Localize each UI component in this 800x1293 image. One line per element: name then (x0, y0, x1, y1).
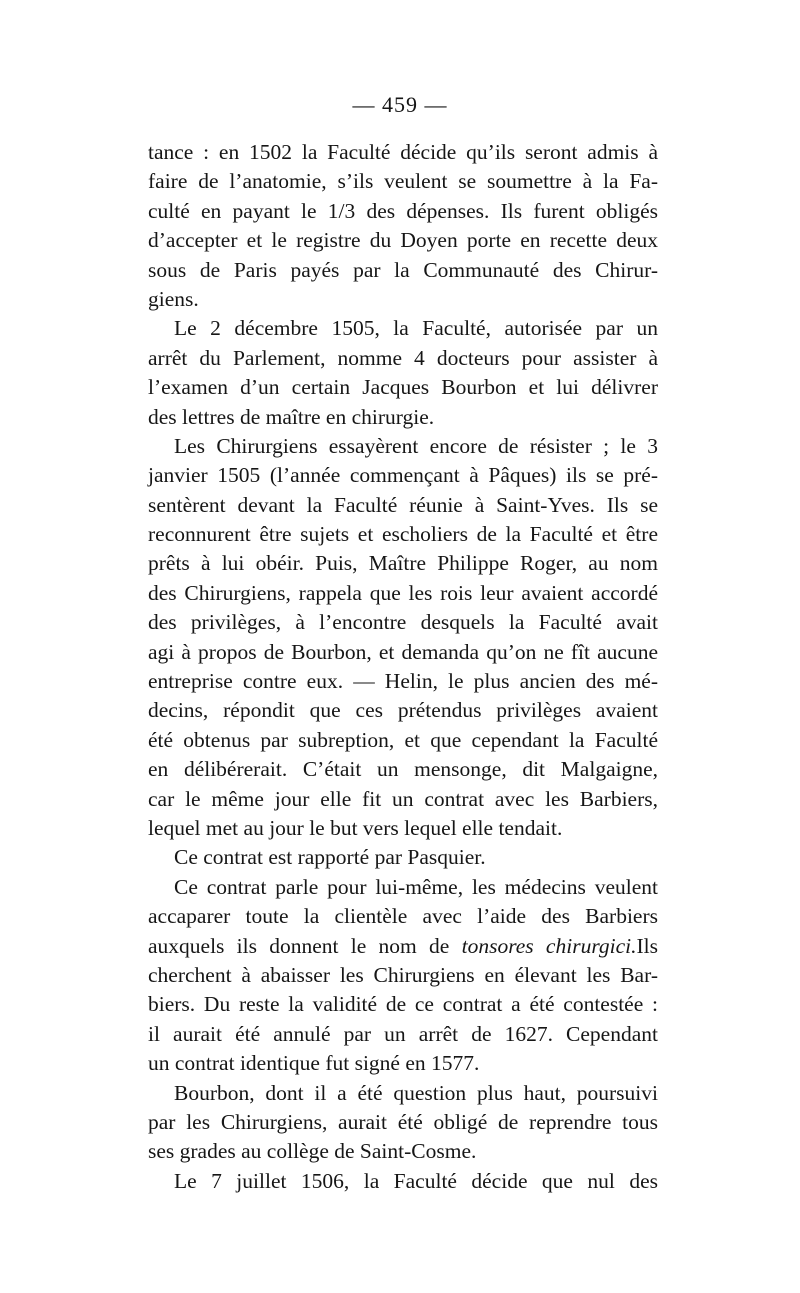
text-line: arrêt du Parlement, nomme 4 docteurs pour assister à (148, 345, 658, 370)
text-segment: Ils (636, 933, 659, 958)
text-line: accaparer toute la clientèle avec l’aide des Barbiers (148, 904, 658, 929)
text-line: ses grades au collège de Saint-Cosme. (148, 1139, 477, 1164)
text-line: sous de Paris payés par la Communauté des Chirur- (148, 257, 658, 282)
text-line: tance : en 1502 la Faculté décide qu’ils seront admis à (148, 140, 658, 164)
text-line: par les Chirurgiens, aurait été obligé de reprendre tous (148, 1109, 658, 1134)
text-line: giens. (148, 286, 199, 311)
text-line: reconnurent être sujets et escholiers de la Faculté et être (148, 522, 658, 547)
page-number: — 459 — (352, 92, 448, 117)
text-line: Bourbon, dont il a été question plus haut, poursuivi (174, 1080, 658, 1105)
text-line: Les Chirurgiens essayèrent encore de résister ; le 3 (174, 433, 658, 458)
text-line-mixed (148, 932, 658, 961)
text-line: des lettres de maître en chirurgie. (148, 404, 435, 429)
text-line: des Chirurgiens, rappela que les rois leur avaient accordé (148, 580, 658, 605)
text-line: janvier 1505 (l’année commençant à Pâques) ils se pré- (148, 463, 658, 488)
text-line: d’accepter et le registre du Doyen porte en recette deux (148, 228, 658, 253)
text-line: agi à propos de Bourbon, et demanda qu’on ne fît aucune (148, 639, 658, 664)
text-line: cherchent à abaisser les Chirurgiens en élevant les Bar- (148, 962, 658, 987)
text-segment: auxquels ils donnent le nom de (148, 933, 450, 958)
text-line: Le 2 décembre 1505, la Faculté, autorisée par un (174, 316, 658, 341)
text-line: decins, répondit que ces prétendus privilèges avaient (148, 698, 658, 723)
text-line: faire de l’anatomie, s’ils veulent se soumettre à la Fa- (148, 169, 658, 194)
text-line: il aurait été annulé par un arrêt de 1627. Cependant (148, 1021, 658, 1046)
text-line: entreprise contre eux. — Helin, le plus ancien des mé- (148, 669, 658, 694)
text-line: l’examen d’un certain Jacques Bourbon et lui délivrer (148, 375, 658, 400)
text-line: en délibérerait. C’était un mensonge, dit Malgaigne, (148, 757, 658, 782)
text-line: Le 7 juillet 1506, la Faculté décide que nul des (174, 1168, 658, 1193)
text-line: biers. Du reste la validité de ce contrat a été contestée : (148, 992, 658, 1017)
text-line: Ce contrat est rapporté par Pasquier. (174, 845, 486, 870)
text-line: car le même jour elle fit un contrat avec les Barbiers, (148, 786, 658, 811)
italic-term: tonsores chirurgici. (461, 933, 637, 958)
text-line: sentèrent devant la Faculté réunie à Saint-Yves. Ils se (148, 492, 658, 517)
text-line: un contrat identique fut signé en 1577. (148, 1051, 480, 1076)
text-line: culté en payant le 1/3 des dépenses. Ils furent obligés (148, 198, 658, 223)
text-line: prêts à lui obéir. Puis, Maître Philippe Roger, au nom (148, 551, 658, 576)
body-text (148, 138, 658, 1196)
text-line: des privilèges, à l’encontre desquels la Faculté avait (148, 610, 658, 635)
text-line: été obtenus par subreption, et que cependant la Faculté (148, 727, 658, 752)
text-line: Ce contrat parle pour lui-même, les médecins veulent (174, 874, 658, 899)
text-line: lequel met au jour le but vers lequel elle tendait. (148, 815, 563, 840)
